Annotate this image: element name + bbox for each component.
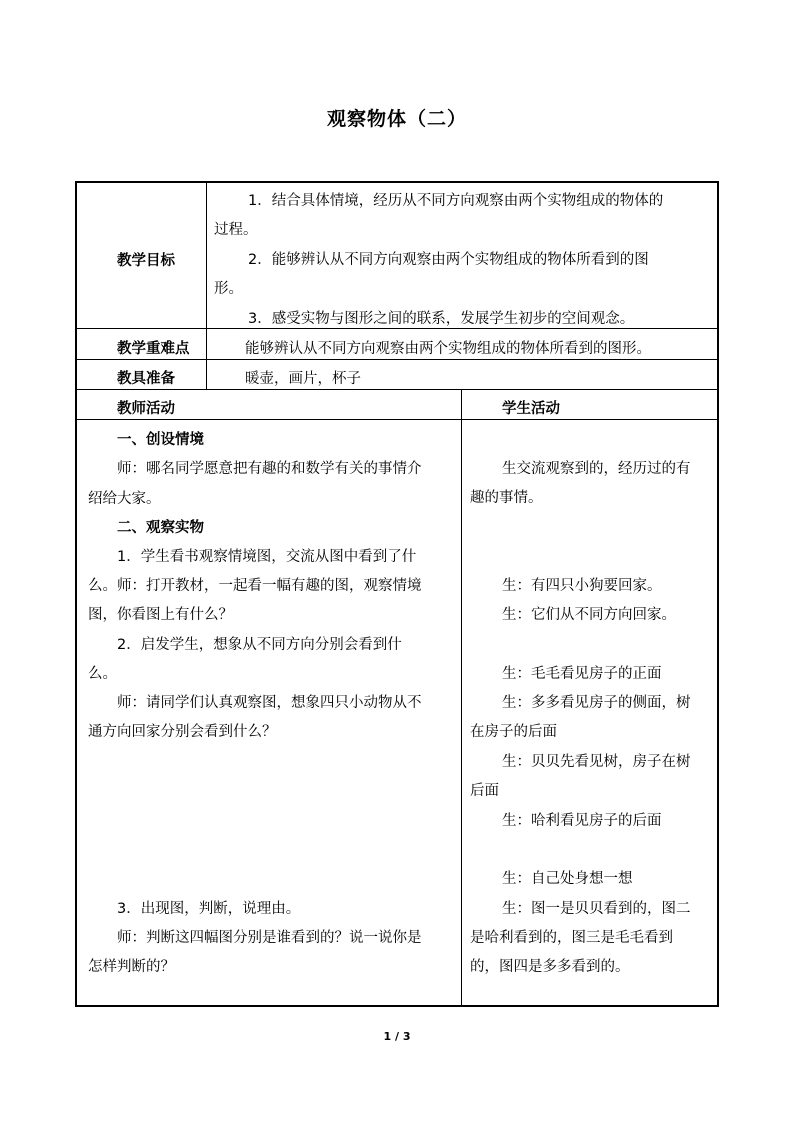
goal-1-cont: 过程。 [214, 222, 258, 238]
student-line: 生：哈利看见房子的后面 [502, 813, 662, 829]
student-line: 生：图一是贝贝看到的，图二 [502, 901, 691, 917]
student-line: 生：贝贝先看见树，房子在树 [502, 754, 691, 770]
label-student-activity: 学生活动 [502, 401, 560, 417]
teacher-line: 通方向回家分别会看到什么？ [88, 724, 277, 740]
label-key-points: 教学重难点 [117, 341, 190, 357]
lesson-table [75, 181, 719, 1007]
row-divider [77, 419, 717, 420]
page-number: 1 / 3 [383, 1030, 411, 1043]
label-goals: 教学目标 [117, 253, 175, 269]
student-line: 生：它们从不同方向回家。 [502, 607, 676, 623]
document-title: 观察物体（二） [326, 108, 467, 130]
teacher-line: 师：判断这四幅图分别是谁看到的？说一说你是 [117, 930, 422, 946]
teacher-line: 师：请同学们认真观察图，想象四只小动物从不 [117, 695, 422, 711]
column-divider [206, 183, 207, 389]
student-line: 在房子的后面 [470, 724, 557, 740]
row-divider [77, 389, 717, 390]
student-line: 生：多多看见房子的侧面，树 [502, 695, 691, 711]
student-line: 生：有四只小狗要回家。 [502, 578, 662, 594]
student-line: 生：毛毛看见房子的正面 [502, 666, 662, 682]
teacher-line: 怎样判断的？ [88, 959, 175, 975]
teacher-line: 师：哪名同学愿意把有趣的和数学有关的事情介 [117, 461, 422, 477]
tools-text: 暖壶，画片，杯子 [245, 371, 361, 387]
teacher-line: 绍给大家。 [88, 491, 161, 507]
teacher-heading-1: 一、创设情境 [117, 432, 204, 448]
key-points-text: 能够辨认从不同方向观察由两个实物组成的物体所看到的图形。 [245, 341, 651, 357]
goal-2: 2．能够辨认从不同方向观察由两个实物组成的物体所看到的图 [248, 252, 649, 268]
student-line: 生：自己处身想一想 [502, 871, 633, 887]
student-line: 的，图四是多多看到的。 [470, 959, 630, 975]
column-divider [461, 389, 462, 1007]
goal-2-cont: 形。 [214, 281, 243, 297]
teacher-heading-2: 二、观察实物 [117, 520, 204, 536]
teacher-line: 图，你看图上有什么？ [88, 607, 233, 623]
teacher-line: 么。师：打开教材，一起看一幅有趣的图，观察情境 [88, 578, 422, 594]
teacher-line: 么。 [88, 666, 117, 682]
label-teacher-activity: 教师活动 [117, 401, 175, 417]
student-line: 趣的事情。 [470, 490, 543, 506]
goal-1: 1．结合具体情境，经历从不同方向观察由两个实物组成的物体的 [248, 193, 664, 209]
teacher-line: 1．学生看书观察情境图，交流从图中看到了什 [117, 549, 417, 565]
student-line: 是哈利看到的，图三是毛毛看到 [470, 930, 673, 946]
label-tools: 教具准备 [117, 371, 175, 387]
student-line: 生交流观察到的，经历过的有 [502, 461, 691, 477]
row-divider [77, 359, 717, 360]
teacher-line: 2．启发学生，想象从不同方向分别会看到什 [117, 637, 402, 653]
goal-3: 3．感受实物与图形之间的联系，发展学生初步的空间观念。 [248, 311, 635, 327]
student-line: 后面 [470, 783, 499, 799]
teacher-line: 3．出现图，判断，说理由。 [117, 901, 301, 917]
